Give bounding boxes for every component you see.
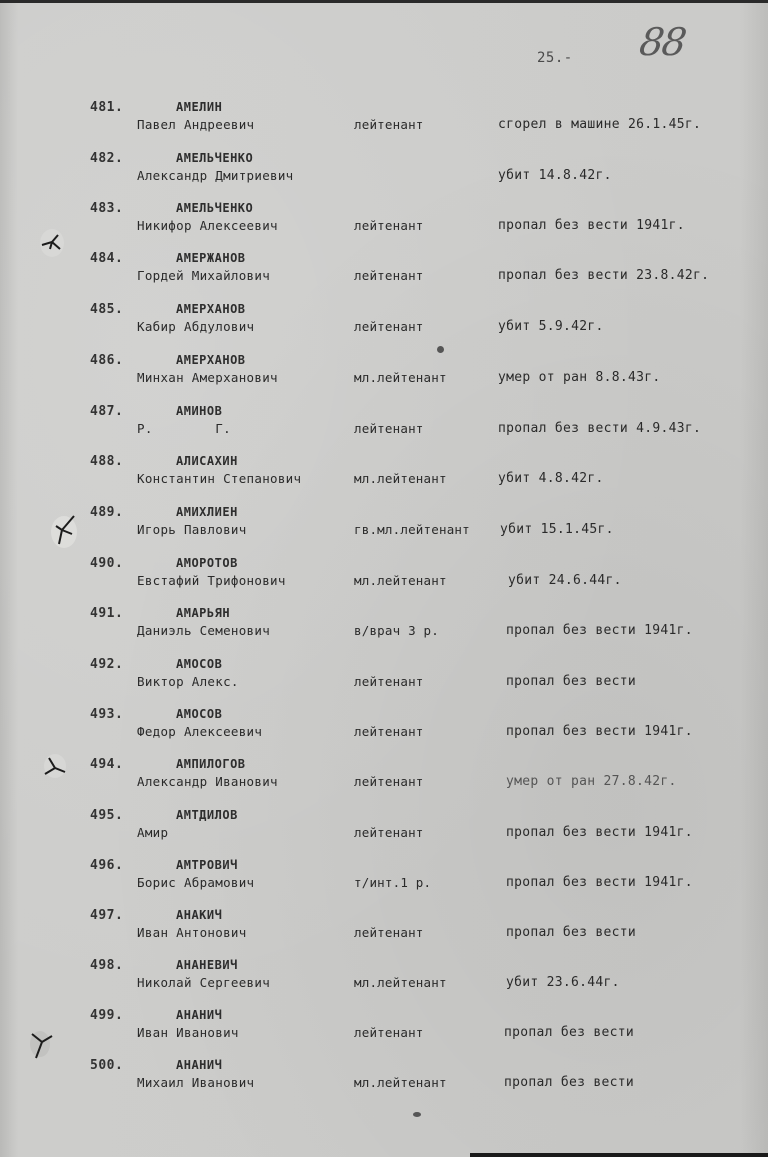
list-item-483 [0, 201, 768, 251]
list-item-485 [0, 302, 768, 352]
entry-surname: АЛИСАХИН [176, 454, 238, 468]
list-item-499 [0, 1008, 768, 1058]
entry-surname: АНАНИЧ [176, 1008, 223, 1022]
entry-fate: убит 24.6.44г. [508, 573, 622, 588]
entry-fate: пропал без вести [504, 1075, 635, 1090]
entry-number: 493. [90, 707, 124, 722]
entry-surname: АМЕЛЬЧЕНКО [176, 151, 254, 165]
entry-fate: пропал без вести [504, 1025, 635, 1040]
entry-given-name: Александр Дмитриевич [137, 168, 294, 183]
entry-number: 488. [90, 454, 124, 469]
entry-given-name: Николай Сергеевич [137, 975, 271, 990]
entry-number: 490. [90, 556, 124, 571]
list-item-487 [0, 404, 768, 454]
list-item-486 [0, 353, 768, 403]
entry-given-name: Борис Абрамович [137, 875, 255, 890]
entry-given-name: Гордей Михайлович [137, 268, 271, 283]
entry-surname: АМОСОВ [176, 707, 223, 721]
entry-number: 497. [90, 908, 124, 923]
entry-number: 482. [90, 151, 124, 166]
entry-given-name: Константин Степанович [137, 471, 302, 486]
entry-fate: умер от ран 8.8.43г. [498, 370, 661, 385]
entry-rank: лейтенант [354, 319, 424, 334]
list-item-494 [0, 757, 768, 807]
entry-given-name: Игорь Павлович [137, 522, 247, 537]
entry-surname: АМОСОВ [176, 657, 223, 671]
entry-given-name: Даниэль Семенович [137, 623, 271, 638]
entry-surname: АНАКИЧ [176, 908, 223, 922]
scan-top-edge [0, 0, 768, 3]
entry-rank: лейтенант [354, 1025, 424, 1040]
entry-surname: АМТДИЛОВ [176, 808, 238, 822]
entry-rank: лейтенант [354, 117, 424, 132]
sheet-number: 25.- [537, 50, 573, 66]
list-item-482 [0, 151, 768, 201]
entry-fate: пропал без вести 1941г. [506, 825, 693, 840]
entry-given-name: Виктор Алекс. [137, 674, 239, 689]
entry-surname: АМТРОВИЧ [176, 858, 238, 872]
ink-speck [413, 1112, 421, 1117]
entry-given-name: Евстафий Трифонович [137, 573, 286, 588]
list-item-498 [0, 958, 768, 1008]
entry-number: 489. [90, 505, 124, 520]
entry-fate: сгорел в машине 26.1.45г. [498, 117, 702, 132]
entry-rank: в/врач 3 р. [354, 623, 439, 638]
entry-fate: убит 23.6.44г. [506, 975, 620, 990]
entry-number: 491. [90, 606, 124, 621]
entry-number: 485. [90, 302, 124, 317]
entry-number: 498. [90, 958, 124, 973]
entry-number: 496. [90, 858, 124, 873]
entry-given-name: Александр Иванович [137, 774, 278, 789]
entry-rank: мл.лейтенант [354, 370, 447, 385]
entry-surname: АНАНИЧ [176, 1058, 223, 1072]
entry-number: 495. [90, 808, 124, 823]
entry-surname: АМИХЛИЕН [176, 505, 238, 519]
entry-rank: лейтенант [354, 774, 424, 789]
entry-given-name: Кабир Абдулович [137, 319, 255, 334]
list-item-481 [0, 100, 768, 150]
entry-rank: лейтенант [354, 268, 424, 283]
entry-rank: мл.лейтенант [354, 471, 447, 486]
entry-surname: АМЕРЖАНОВ [176, 251, 246, 265]
entry-surname: АМЕРХАНОВ [176, 353, 246, 367]
entry-given-name: Амир [137, 825, 169, 840]
entry-number: 483. [90, 201, 124, 216]
entry-given-name: Р. Г. [137, 421, 231, 436]
entry-given-name: Иван Иванович [137, 1025, 239, 1040]
entry-rank: гв.мл.лейтенант [354, 522, 470, 537]
list-item-489 [0, 505, 768, 555]
entry-surname: АМИНОВ [176, 404, 223, 418]
entry-number: 500. [90, 1058, 124, 1073]
entry-rank: лейтенант [354, 421, 424, 436]
entry-rank: лейтенант [354, 925, 424, 940]
entry-surname: АНАНЕВИЧ [176, 958, 238, 972]
entry-fate: пропал без вести 1941г. [506, 875, 693, 890]
entry-fate: убит 5.9.42г. [498, 319, 604, 334]
entry-surname: АМЕРХАНОВ [176, 302, 246, 316]
list-item-484 [0, 251, 768, 301]
entry-number: 492. [90, 657, 124, 672]
list-item-492 [0, 657, 768, 707]
list-item-496 [0, 858, 768, 908]
entry-fate: убит 15.1.45г. [500, 522, 614, 537]
entry-rank: мл.лейтенант [354, 573, 447, 588]
entry-number: 484. [90, 251, 124, 266]
list-item-488 [0, 454, 768, 504]
entry-number: 481. [90, 100, 124, 115]
entry-surname: АМЕЛЬЧЕНКО [176, 201, 254, 215]
entry-surname: АМАРЬЯН [176, 606, 231, 620]
entry-fate: пропал без вести 4.9.43г. [498, 421, 702, 436]
entry-given-name: Никифор Алексеевич [137, 218, 278, 233]
entry-given-name: Павел Андреевич [137, 117, 255, 132]
entry-fate: пропал без вести [506, 925, 637, 940]
entry-fate: убит 4.8.42г. [498, 471, 604, 486]
entry-fate: пропал без вести 1941г. [498, 218, 685, 233]
entry-number: 486. [90, 353, 124, 368]
list-item-493 [0, 707, 768, 757]
entry-rank: лейтенант [354, 724, 424, 739]
entry-rank: лейтенант [354, 825, 424, 840]
entry-surname: АМОРОТОВ [176, 556, 238, 570]
entry-fate: умер от ран 27.8.42г. [506, 774, 677, 789]
list-item-497 [0, 908, 768, 958]
entry-number: 494. [90, 757, 124, 772]
entry-rank: т/инт.1 р. [354, 875, 432, 890]
entry-given-name: Иван Антонович [137, 925, 247, 940]
entry-surname: АМЕЛИН [176, 100, 223, 114]
entry-fate: убит 14.8.42г. [498, 168, 612, 183]
entry-given-name: Федор Алексеевич [137, 724, 263, 739]
entry-rank: лейтенант [354, 674, 424, 689]
list-item-490 [0, 556, 768, 606]
entry-rank: мл.лейтенант [354, 1075, 447, 1090]
entry-fate: пропал без вести [506, 674, 637, 689]
list-item-500 [0, 1058, 768, 1108]
entry-given-name: Минхан Амерханович [137, 370, 278, 385]
entry-number: 499. [90, 1008, 124, 1023]
entry-rank: лейтенант [354, 218, 424, 233]
handwritten-folio-number: 88 [636, 20, 688, 64]
entry-number: 487. [90, 404, 124, 419]
entry-given-name: Михаил Иванович [137, 1075, 255, 1090]
list-item-491 [0, 606, 768, 656]
entry-rank: мл.лейтенант [354, 975, 447, 990]
scan-bottom-edge [470, 1153, 768, 1157]
entry-fate: пропал без вести 1941г. [506, 724, 693, 739]
list-item-495 [0, 808, 768, 858]
entry-fate: пропал без вести 1941г. [506, 623, 693, 638]
entry-fate: пропал без вести 23.8.42г. [498, 268, 710, 283]
entry-surname: АМПИЛОГОВ [176, 757, 246, 771]
